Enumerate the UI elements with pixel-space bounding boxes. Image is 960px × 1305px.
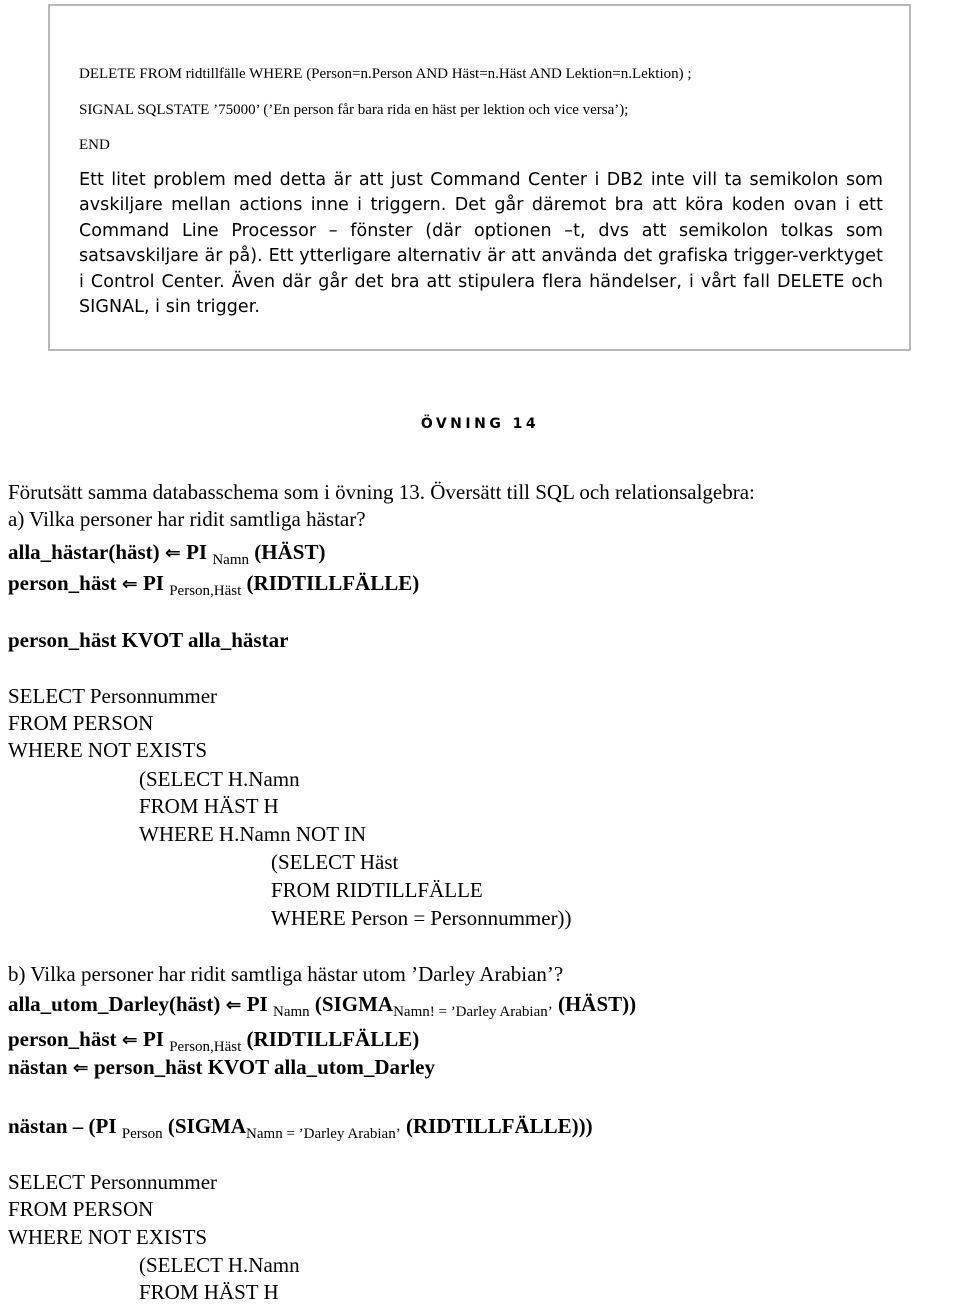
a-sql-line: (SELECT Häst <box>271 850 399 874</box>
b-sql-line: (SELECT H.Namn <box>139 1253 300 1277</box>
question-b: b) Vilka personer har ridit samtliga hästar utom ’Darley Arabian’? <box>8 962 564 986</box>
arrow-left-icon: ⇐ <box>121 1029 138 1051</box>
b-sql-line: WHERE NOT EXISTS <box>8 1225 208 1249</box>
b-expr-person-hast: person_häst ⇐ PI $_{Person,Häst}$ (RIDTILLFÄLLE) <box>8 1027 420 1055</box>
box-paragraph: Ett litet problem med detta är att just Command Center i DB2 inte vill ta semikolon som avskiljare mellan actions inne i triggern. Det går däremot bra att köra koden ovan i ett Command Line Processor – fönster (där optionen –t, dvs att semikolon tolkas som satsavskiljare är på). Ett ytterligare alternativ är att använda det grafiska trigger-verktyget i Control Center. Även där går det bra att stipulera flera händelser, i vårt fall DELETE och SIGNAL, i sin trigger. <box>79 170 883 318</box>
a-expr-alla-hastar: alla_hästar(häst) ⇐ PI $_{Namn}$ (HÄST) <box>8 540 326 568</box>
intro-text: Förutsätt samma databasschema som i övning 13. Översätt till SQL och relationsalgebra: <box>8 480 755 504</box>
a-sql-line: FROM HÄST H <box>139 794 279 818</box>
arrow-left-icon: ⇐ <box>164 542 181 564</box>
code-line-end: END <box>79 137 110 153</box>
arrow-left-icon: ⇐ <box>225 994 242 1016</box>
a-sql-line: WHERE H.Namn NOT IN <box>139 822 367 846</box>
a-expr-kvot: person_häst KVOT alla_hästar <box>8 628 289 652</box>
code-line-signal: SIGNAL SQLSTATE ’75000’ (’En person får bara rida en häst per lektion och vice versa’); <box>79 102 629 118</box>
arrow-left-icon: ⇐ <box>72 1057 89 1079</box>
a-sql-line: FROM PERSON <box>8 711 154 735</box>
a-sql-line: WHERE Person = Personnummer)) <box>271 906 572 930</box>
a-expr-person-hast: person_häst ⇐ PI $_{Person,Häst}$ (RIDTILLFÄLLE) <box>8 571 420 599</box>
b-expr-alla-utom-darley: alla_utom_Darley(häst) ⇐ PI $_{Namn}$ ($SIGMA_{Namn! = ’Darley Arabian’}$ (HÄST)) <box>8 992 637 1020</box>
exercise-heading: ÖVNING 14 <box>420 416 540 432</box>
a-sql-line: WHERE NOT EXISTS <box>8 738 208 762</box>
code-line-delete: DELETE FROM ridtillfälle WHERE (Person=n.Person AND Häst=n.Häst AND Lektion=n.Lektion) ; <box>79 66 692 82</box>
b-expr-difference: nästan – (PI $_{Person}$ ($SIGMA_{Namn = ’Darley Arabian’}$ (RIDTILLFÄLLE))) <box>8 1114 593 1142</box>
a-sql-line: (SELECT H.Namn <box>139 767 300 791</box>
b-sql-line: FROM PERSON <box>8 1197 154 1221</box>
a-sql-line: FROM RIDTILLFÄLLE <box>271 878 483 902</box>
question-a: a) Vilka personer har ridit samtliga hästar? <box>8 507 366 531</box>
b-expr-nastan: nästan ⇐ person_häst KVOT alla_utom_Darley <box>8 1055 435 1079</box>
b-sql-line: SELECT Personnummer <box>8 1170 218 1194</box>
b-sql-line: FROM HÄST H <box>139 1280 279 1304</box>
arrow-left-icon: ⇐ <box>121 573 138 595</box>
a-sql-line: SELECT Personnummer <box>8 684 218 708</box>
